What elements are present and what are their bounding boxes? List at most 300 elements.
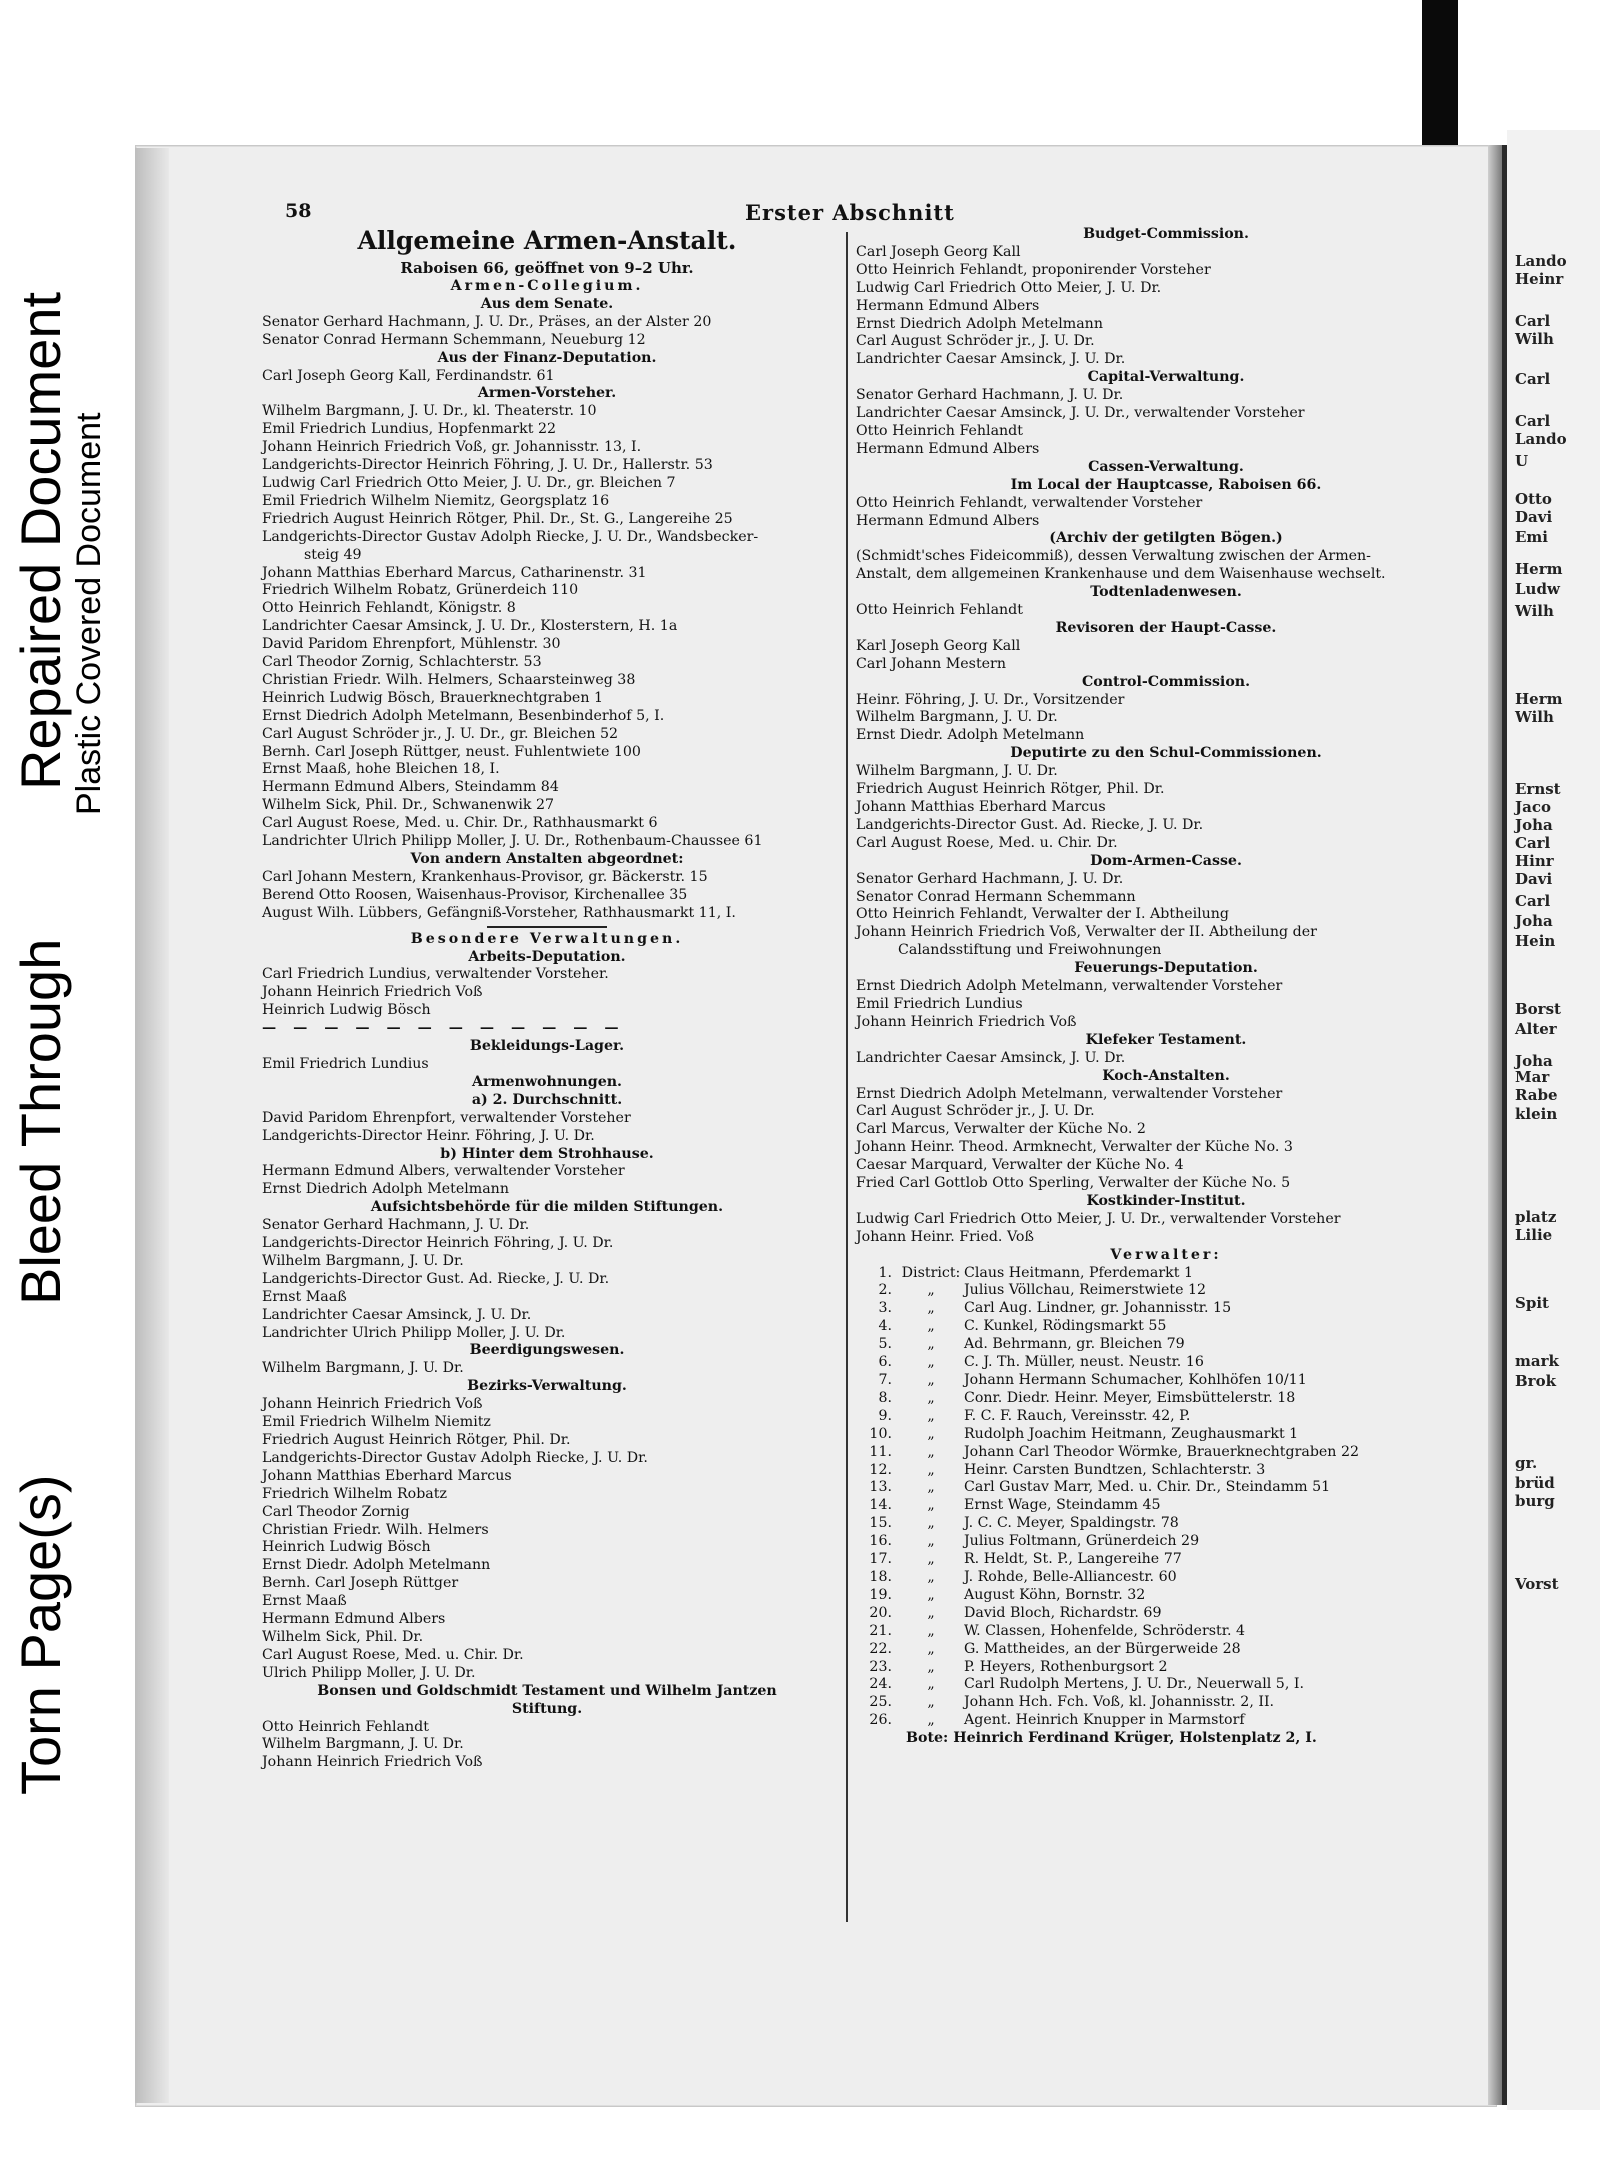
next-page-text: Wilh [1515,602,1554,620]
next-page-text: Rabe [1515,1086,1558,1104]
next-page-text: brüd [1515,1474,1555,1492]
district-administrator: Carl Gustav Marr, Med. u. Chir. Dr., Steindamm 51 [964,1479,1331,1496]
entry-line: Friedrich August Heinrich Rötger, Phil. Dr. [262,1432,571,1448]
section-heading: Deputirte zu den Schul-Commissionen. [1010,745,1322,762]
section-heading: Koch-Anstalten. [1102,1067,1230,1084]
next-page-text: Carl [1515,412,1551,430]
next-page-text: Herm [1515,560,1563,578]
entry-line: Carl August Schröder jr., J. U. Dr., gr. Bleichen 52 [262,725,619,742]
next-page-text: Otto [1515,490,1552,508]
entry-line: Emil Friedrich Lundius [262,1055,429,1072]
section-heading: Aus der Finanz-Deputation. [437,349,657,366]
entry-line: Johann Matthias Eberhard Marcus [856,799,1106,815]
district-number: 9. [878,1407,892,1424]
district-number: 19. [869,1586,892,1603]
entry-line: Carl August Roese, Med. u. Chir. Dr. [262,1646,524,1663]
next-page-text: klein [1515,1105,1558,1123]
district-administrator: August Köhn, Bornstr. 32 [964,1586,1146,1603]
next-page-text: Ludw [1515,580,1560,598]
section-heading: Klefeker Testament. [1085,1031,1247,1048]
district-list [856,1265,1476,1731]
district-number: 24. [869,1676,892,1693]
district-row [856,1659,1476,1677]
next-page-text: Carl [1515,892,1551,910]
district-marker: „ [927,1586,935,1603]
section-heading: Bezirks-Verwaltung. [467,1378,627,1395]
district-administrator: Julius Völlchau, Reimerstwiete 12 [964,1282,1207,1299]
entry-line: Landgerichts-Director Heinrich Föhring, J. U. Dr., Hallerstr. 53 [262,457,713,474]
entry-line: (Schmidt'sches Fideicommiß), dessen Verwaltung zwischen der Armen- [856,548,1371,565]
district-row [856,1444,1476,1462]
district-marker: District: [901,1264,961,1281]
next-page-text: Vorst [1515,1575,1559,1593]
district-row [856,1265,1476,1283]
plastic-covered-label: Plastic Covered Document [70,412,108,815]
entry-line: Carl Johann Mestern, Krankenhaus-Provisor, gr. Bäckerstr. 15 [262,868,708,885]
next-page-text: mark [1515,1352,1559,1370]
next-page-text: Carl [1515,370,1551,388]
district-marker: „ [927,1676,935,1693]
district-administrator: Heinr. Carsten Bundtzen, Schlachterstr. 3 [964,1461,1266,1478]
district-row [856,1300,1476,1318]
district-administrator: Ad. Behrmann, gr. Bleichen 79 [964,1336,1185,1353]
district-row [856,1372,1476,1390]
entry-line: Ernst Maaß [262,1288,347,1305]
page-gutter-shadow [1488,145,1502,2105]
entry-line: Ludwig Carl Friedrich Otto Meier, J. U. Dr. [856,279,1162,296]
next-page-text: Lando [1515,252,1567,270]
section-heading: Armenwohnungen. [472,1073,622,1090]
entry-line: Heinrich Ludwig Bösch [262,1539,431,1556]
next-page-text: Borst [1515,1000,1561,1018]
district-administrator: F. C. F. Rauch, Vereinsstr. 42, P. [964,1407,1191,1424]
next-page-text: Davi [1515,508,1553,526]
entry-line: Christian Friedr. Wilh. Helmers [262,1521,489,1538]
entry-line: steig 49 [304,546,362,563]
entry-line: Otto Heinrich Fehlandt [856,422,1023,439]
entry-line: Landrichter Caesar Amsinck, J. U. Dr., verwaltender Vorsteher [856,405,1305,422]
section-heading: Dom-Armen-Casse. [1090,852,1242,869]
entry-line: Hermann Edmund Albers [262,1611,446,1628]
entry-line: Landrichter Caesar Amsinck, J. U. Dr. [856,351,1126,368]
entry-line: Otto Heinrich Fehlandt [856,602,1023,619]
section-heading: Budget-Commission. [1083,226,1249,242]
next-page-text: Spit [1515,1294,1549,1312]
district-administrator: P. Heyers, Rothenburgsort 2 [964,1658,1168,1675]
next-page-text: Joha [1515,1052,1553,1070]
section-heading: Bekleidungs-Lager. [469,1038,625,1055]
district-row [856,1587,1476,1605]
district-number: 2. [878,1282,892,1299]
district-row [856,1390,1476,1408]
section-heading: Von andern Anstalten abgeordnet: [410,851,684,867]
entry-line: Senator Gerhard Hachmann, J. U. Dr., Präses, an der Alster 20 [262,313,712,330]
entry-line: Karl Joseph Georg Kall [856,637,1021,654]
entry-line: Otto Heinrich Fehlandt, proponirender Vorsteher [856,261,1211,278]
section-title: Erster Abschnitt [745,200,955,225]
district-row [856,1282,1476,1300]
district-marker: „ [927,1568,935,1585]
next-page-text: Joha [1515,816,1553,834]
entry-line: Bernh. Carl Joseph Rüttger, neust. Fuhlentwiete 100 [262,743,641,760]
entry-line: Otto Heinrich Fehlandt, verwaltender Vorsteher [856,494,1203,511]
district-marker: „ [927,1658,935,1675]
section-heading: Armen-Vorsteher. [477,385,617,402]
entry-line: Landgerichts-Director Gust. Ad. Riecke, J. U. Dr. [856,816,1204,833]
district-number: 4. [878,1318,892,1335]
section-heading: Revisoren der Haupt-Casse. [1055,619,1277,636]
entry-line: Anstalt, dem allgemeinen Krankenhause und dem Waisenhause wechselt. [856,566,1386,583]
section-heading: Capital-Verwaltung. [1087,369,1245,386]
section-heading: Feuerungs-Deputation. [1074,960,1258,977]
district-number: 12. [869,1461,892,1478]
entry-line: Friedrich August Heinrich Rötger, Phil. Dr. [856,781,1165,798]
district-administrator: C. Kunkel, Rödingsmarkt 55 [964,1318,1167,1335]
entry-line: Wilhelm Bargmann, J. U. Dr. [262,1360,464,1377]
district-row [856,1336,1476,1354]
bleed-through-label: Bleed Through [9,938,72,1305]
section-heading: Allgemeine Armen-Anstalt. [357,226,737,255]
entry-line: Ludwig Carl Friedrich Otto Meier, J. U. Dr., gr. Bleichen 7 [262,474,676,491]
entry-line: Carl Friedrich Lundius, verwaltender Vorsteher. [262,966,609,983]
district-administrator: J. C. C. Meyer, Spaldingstr. 78 [964,1515,1179,1532]
entry-line: Ernst Diedr. Adolph Metelmann [262,1557,491,1574]
left-column [262,226,832,1772]
entry-line: Landrichter Ulrich Philipp Moller, J. U. Dr. [262,1324,566,1341]
next-page-text: Alter [1515,1020,1557,1038]
district-marker: „ [927,1318,935,1335]
section-heading: Bonsen und Goldschmidt Testament und Wilhelm Jantzen [317,1682,777,1699]
next-page-text: Wilh [1515,330,1554,348]
section-heading: Todtenladenwesen. [1090,584,1242,601]
district-number: 22. [869,1640,892,1657]
entry-line: Landgerichts-Director Gustav Adolph Riecke, J. U. Dr. [262,1449,648,1466]
entry-line: Senator Conrad Hermann Schemmann, Neueburg 12 [262,331,646,348]
entry-line: Ernst Diedrich Adolph Metelmann, verwaltender Vorsteher [856,978,1283,995]
next-page-text: Mar [1515,1068,1550,1086]
district-row [856,1623,1476,1641]
entry-line: David Paridom Ehrenpfort, Mühlenstr. 30 [262,636,561,653]
district-number: 11. [869,1443,892,1460]
entry-line: Carl Johann Mestern [856,655,1006,672]
next-page-text: gr. [1515,1454,1538,1472]
next-page-text: Davi [1515,870,1553,888]
district-marker: „ [927,1407,935,1424]
entry-line: August Wilh. Lübbers, Gefängniß-Vorsteher, Rathhausmarkt 11, I. [262,904,736,921]
entry-line: Wilhelm Sick, Phil. Dr., Schwanenwik 27 [262,797,555,814]
next-page-text: Hinr [1515,852,1554,870]
entry-line: Landgerichts-Director Heinrich Föhring, J. U. Dr. [262,1235,614,1252]
district-number: 21. [869,1622,892,1639]
section-heading: Cassen-Verwaltung. [1088,458,1244,475]
next-page-text: Herm [1515,690,1563,708]
district-administrator: W. Classen, Hohenfelde, Schröderstr. 4 [964,1622,1245,1639]
divider-rule [487,926,607,928]
district-administrator: G. Mattheides, an der Bürgerweide 28 [964,1640,1241,1657]
entry-line: Carl August Roese, Med. u. Chir. Dr., Rathhausmarkt 6 [262,815,658,832]
entry-line: Senator Conrad Hermann Schemmann [856,888,1136,905]
next-page-text: Emi [1515,528,1549,546]
district-number: 26. [869,1712,892,1729]
section-heading: a) 2. Durchschnitt. [471,1091,623,1108]
next-page-text: Lilie [1515,1226,1553,1244]
entry-line: Landgerichts-Director Gust. Ad. Riecke, J. U. Dr. [262,1270,610,1287]
entry-line: Johann Heinrich Friedrich Voß, Verwalter der II. Abtheilung der [856,924,1317,941]
district-row [856,1569,1476,1587]
district-marker: „ [927,1640,935,1657]
entry-line: Johann Heinr. Fried. Voß [856,1228,1034,1245]
scan-labels [0,0,130,2177]
next-page-text: Lando [1515,430,1567,448]
entry-line: Wilhelm Bargmann, J. U. Dr. [262,1736,464,1753]
district-row [856,1515,1476,1533]
torn-pages-label: Torn Page(s) [9,1474,72,1795]
entry-line: Johann Heinrich Friedrich Voß [262,984,483,1001]
district-administrator: Johann Hch. Fch. Voß, kl. Johannisstr. 2, II. [964,1694,1275,1711]
entry-line: Johann Matthias Eberhard Marcus, Catharinenstr. 31 [262,564,647,581]
next-page-text: Carl [1515,834,1551,852]
section-heading: Aufsichtsbehörde für die milden Stiftungen. [370,1199,724,1216]
district-marker: „ [927,1354,935,1371]
district-marker: „ [927,1604,935,1621]
entry-line: Landrichter Ulrich Philipp Moller, J. U. Dr., Rothenbaum-Chaussee 61 [262,833,763,850]
entry-line: Emil Friedrich Wilhelm Niemitz, Georgsplatz 16 [262,492,610,509]
district-row [856,1694,1476,1712]
entry-line: Hermann Edmund Albers, verwaltender Vorsteher [262,1163,625,1180]
entry-line: Otto Heinrich Fehlandt [262,1718,429,1735]
entry-line: — — — — — — — — — — — — [262,1020,625,1037]
next-page-fragment [1507,130,1600,2110]
next-page-text: Carl [1515,312,1551,330]
district-number: 5. [878,1336,892,1353]
district-row [856,1479,1476,1497]
bote-line: Bote: Heinrich Ferdinand Krüger, Holstenplatz 2, I. [906,1730,1317,1747]
entry-line: Wilhelm Sick, Phil. Dr. [262,1628,424,1645]
next-page-text: Brok [1515,1372,1556,1390]
entry-line: Landrichter Caesar Amsinck, J. U. Dr., Klosterstern, H. 1a [262,618,678,635]
district-marker: „ [927,1712,935,1729]
district-marker: „ [927,1461,935,1478]
district-row [856,1354,1476,1372]
entry-line: Hermann Edmund Albers [856,297,1040,314]
district-row [856,1497,1476,1515]
district-marker: „ [927,1443,935,1460]
entry-line: Emil Friedrich Lundius, Hopfenmarkt 22 [262,421,557,438]
next-page-text: Wilh [1515,708,1554,726]
section-heading: Kostkinder-Institut. [1086,1192,1246,1209]
district-marker: „ [927,1622,935,1639]
district-number: 16. [869,1533,892,1550]
district-number: 13. [869,1479,892,1496]
entry-line: Raboisen 66, geöffnet von 9–2 Uhr. [400,259,694,277]
next-page-text: platz [1515,1208,1557,1226]
district-marker: „ [927,1479,935,1496]
district-row [856,1605,1476,1623]
entry-line: Landrichter Caesar Amsinck, J. U. Dr. [856,1049,1126,1066]
entry-line: Carl August Roese, Med. u. Chir. Dr. [856,834,1118,851]
entry-line: Ernst Maaß [262,1593,347,1610]
entry-line: Carl Theodor Zornig, Schlachterstr. 53 [262,654,542,671]
district-row [856,1533,1476,1551]
entry-line: Heinrich Ludwig Bösch [262,1002,431,1019]
repaired-document-label: Repaired Document [9,291,72,790]
district-marker: „ [927,1372,935,1388]
entry-line: Ernst Diedrich Adolph Metelmann, verwaltender Vorsteher [856,1085,1283,1102]
entry-line: Wilhelm Bargmann, J. U. Dr., kl. Theaterstr. 10 [262,403,597,420]
entry-line: Heinr. Föhring, J. U. Dr., Vorsitzender [856,691,1125,708]
district-number: 10. [869,1425,892,1442]
entry-line: David Paridom Ehrenpfort, verwaltender Vorsteher [262,1109,631,1126]
entry-line: Carl Joseph Georg Kall, Ferdinandstr. 61 [262,367,555,384]
district-administrator: David Bloch, Richardstr. 69 [964,1604,1162,1621]
district-administrator: Agent. Heinrich Knupper in Marmstorf [964,1712,1245,1729]
entry-line: Calandsstiftung und Freiwohnungen [898,942,1162,959]
entry-line: Ernst Diedrich Adolph Metelmann [856,315,1103,332]
district-number: 3. [878,1300,892,1317]
district-row [856,1551,1476,1569]
district-row [856,1426,1476,1444]
next-page-text: Ernst [1515,780,1561,798]
entry-line: Johann Heinrich Friedrich Voß, gr. Johannisstr. 13, I. [262,439,642,456]
district-number: 7. [878,1372,892,1388]
district-row [856,1462,1476,1480]
entry-line: Caesar Marquard, Verwalter der Küche No. 4 [856,1157,1184,1174]
district-number: 23. [869,1658,892,1675]
entry-line: Johann Heinrich Friedrich Voß [262,1754,483,1771]
district-marker: „ [927,1497,935,1514]
district-administrator: Johann Hermann Schumacher, Kohlhöfen 10/11 [964,1372,1307,1388]
entry-line: Carl Joseph Georg Kall [856,243,1021,260]
entry-line: Carl August Schröder jr., J. U. Dr. [856,333,1095,350]
entry-line: Otto Heinrich Fehlandt, Königstr. 8 [262,600,516,617]
entry-line: Hermann Edmund Albers [856,512,1040,529]
district-row [856,1712,1476,1730]
page-edge-shadow [135,148,169,2103]
entry-line: Ernst Diedrich Adolph Metelmann, Besenbinderhof 5, I. [262,707,665,724]
entry-line: Friedrich Wilhelm Robatz, Grünerdeich 110 [262,582,579,599]
entry-line: Johann Heinr. Theod. Armknecht, Verwalter der Küche No. 3 [856,1139,1293,1156]
district-administrator: J. Rohde, Belle-Alliancestr. 60 [964,1568,1177,1585]
section-heading: Im Local der Hauptcasse, Raboisen 66. [1010,476,1322,493]
entry-line: Wilhelm Bargmann, J. U. Dr. [262,1252,464,1269]
district-marker: „ [927,1515,935,1532]
entry-line: Hermann Edmund Albers, Steindamm 84 [262,779,559,796]
entry-line: Ernst Diedr. Adolph Metelmann [856,727,1085,744]
district-number: 18. [869,1568,892,1585]
district-row [856,1408,1476,1426]
district-administrator: Claus Heitmann, Pferdemarkt 1 [964,1264,1193,1281]
entry-line: Carl August Schröder jr., J. U. Dr. [856,1103,1095,1120]
next-page-text: burg [1515,1492,1555,1510]
district-number: 6. [878,1354,892,1371]
section-heading: Control-Commission. [1081,673,1251,690]
entry-line: Senator Gerhard Hachmann, J. U. Dr. [856,387,1124,404]
section-heading: Armen-Collegium. [450,278,644,294]
section-heading: Besondere Verwaltungen. [410,930,684,947]
entry-line: Ernst Maaß, hohe Bleichen 18, I. [262,761,500,778]
entry-line: Friedrich Wilhelm Robatz [262,1485,447,1502]
district-number: 15. [869,1515,892,1532]
entry-line: Carl Marcus, Verwalter der Küche No. 2 [856,1121,1146,1138]
entry-line: Friedrich August Heinrich Rötger, Phil. Dr., St. G., Langereihe 25 [262,510,733,527]
district-marker: „ [927,1694,935,1711]
entry-line: Heinrich Ludwig Bösch, Brauerknechtgraben 1 [262,689,603,706]
entry-line: Emil Friedrich Wilhelm Niemitz [262,1414,491,1431]
entry-line: Johann Heinrich Friedrich Voß [262,1396,483,1413]
district-marker: „ [927,1389,935,1406]
entry-line: Emil Friedrich Lundius [856,995,1023,1012]
district-administrator: Carl Aug. Lindner, gr. Johannisstr. 15 [964,1300,1232,1317]
next-page-text: U [1515,452,1529,470]
district-row [856,1318,1476,1336]
entry-line: Landrichter Caesar Amsinck, J. U. Dr. [262,1306,532,1323]
scan-black-edge [1422,0,1458,145]
district-administrator: Johann Carl Theodor Wörmke, Brauerknechtgraben 22 [964,1443,1360,1460]
district-number: 1. [878,1264,892,1281]
right-column [856,226,1476,1748]
district-marker: „ [927,1533,935,1550]
entry-line: Wilhelm Bargmann, J. U. Dr. [856,709,1058,726]
section-heading: Aus dem Senate. [480,295,614,312]
entry-line: Ernst Diedrich Adolph Metelmann [262,1181,509,1198]
entry-line: Senator Gerhard Hachmann, J. U. Dr. [856,870,1124,887]
district-administrator: Ernst Wage, Steindamm 45 [964,1497,1161,1514]
entry-line: Ludwig Carl Friedrich Otto Meier, J. U. Dr., verwaltender Vorsteher [856,1210,1341,1227]
district-marker: „ [927,1336,935,1353]
district-number: 8. [878,1389,892,1406]
district-marker: „ [927,1282,935,1299]
district-administrator: Conr. Diedr. Heinr. Meyer, Eimsbüttelerstr. 18 [964,1389,1296,1406]
district-marker: „ [927,1300,935,1317]
district-number: 14. [869,1497,892,1514]
section-heading: Stiftung. [511,1700,583,1717]
entry-line: Berend Otto Roosen, Waisenhaus-Provisor, Kirchenallee 35 [262,886,688,903]
section-heading: Verwalter: [1110,1246,1222,1263]
entry-line: Hermann Edmund Albers [856,440,1040,457]
section-heading: (Archiv der getilgten Bögen.) [1049,530,1283,547]
district-marker: „ [927,1551,935,1568]
entry-line: Senator Gerhard Hachmann, J. U. Dr. [262,1217,530,1234]
district-administrator: C. J. Th. Müller, neust. Neustr. 16 [964,1354,1204,1371]
district-number: 25. [869,1694,892,1711]
district-administrator: Rudolph Joachim Heitmann, Zeughausmarkt 1 [964,1425,1299,1442]
entry-line: Bernh. Carl Joseph Rüttger [262,1575,459,1592]
district-administrator: Julius Foltmann, Grünerdeich 29 [964,1533,1200,1550]
district-number: 17. [869,1551,892,1568]
entry-line: Carl Theodor Zornig [262,1503,410,1520]
page-number: 58 [285,200,312,222]
section-heading: Arbeits-Deputation. [468,948,626,965]
district-administrator: Carl Rudolph Mertens, J. U. Dr., Neuerwall 5, I. [964,1676,1304,1693]
section-heading: b) Hinter dem Strohhause. [440,1145,654,1162]
entry-line: Fried Carl Gottlob Otto Sperling, Verwalter der Küche No. 5 [856,1175,1291,1192]
district-row [856,1676,1476,1694]
entry-line: Christian Friedr. Wilh. Helmers, Schaarsteinweg 38 [262,671,636,688]
entry-line: Otto Heinrich Fehlandt, Verwalter der I. Abtheilung [856,906,1230,923]
entry-line: Landgerichts-Director Heinr. Föhring, J. U. Dr. [262,1127,595,1144]
district-row [856,1641,1476,1659]
entry-line: Johann Heinrich Friedrich Voß [856,1013,1077,1030]
entry-line: Landgerichts-Director Gustav Adolph Riecke, J. U. Dr., Wandsbecker- [262,528,759,545]
next-page-text: Joha [1515,912,1553,930]
section-heading: Beerdigungswesen. [469,1342,625,1359]
district-administrator: R. Heldt, St. P., Langereihe 77 [964,1551,1182,1568]
next-page-text: Jaco [1515,798,1551,816]
district-marker: „ [927,1425,935,1442]
column-divider [846,232,848,1922]
district-number: 20. [869,1604,892,1621]
entry-line: Johann Matthias Eberhard Marcus [262,1467,512,1484]
